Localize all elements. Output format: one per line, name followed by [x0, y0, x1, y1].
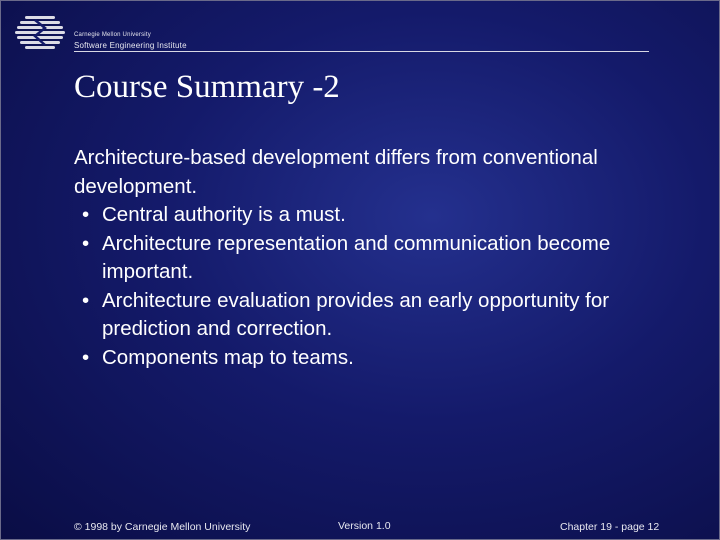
bullet-item: [74, 230, 674, 287]
bullet-text: Architecture evaluation provides an early opportunity for prediction and correction.: [102, 288, 610, 340]
bullet-dot-icon: •: [82, 231, 90, 255]
bullet-text: Central authority is a must.: [102, 203, 346, 226]
bullet-list: [74, 201, 674, 372]
institute-name: Software Engineering Institute: [74, 41, 187, 50]
bullet-item: [74, 201, 674, 230]
slide-content: [74, 144, 674, 372]
bullet-text: Components map to teams.: [102, 345, 354, 369]
bullet-dot-icon: •: [82, 288, 90, 312]
header-divider: [74, 51, 649, 52]
intro-text: Architecture-based development differs from conventional development.: [74, 146, 598, 198]
page-number: Chapter 19 - page 12: [560, 521, 660, 533]
sei-logo-icon: [15, 15, 65, 51]
bullet-dot-icon: •: [82, 345, 90, 369]
org-name: Carnegie Mellon University: [74, 32, 151, 38]
bullet-dot-icon: •: [82, 203, 90, 226]
bullet-item: [74, 287, 674, 344]
copyright-notice: © 1998 by Carnegie Mellon University: [74, 521, 251, 533]
slide-title: Course Summary -2: [74, 69, 340, 105]
version-label: Version 1.0: [338, 520, 391, 532]
bullet-text: Architecture representation and communication become important.: [102, 231, 611, 283]
bullet-item: [74, 344, 674, 373]
